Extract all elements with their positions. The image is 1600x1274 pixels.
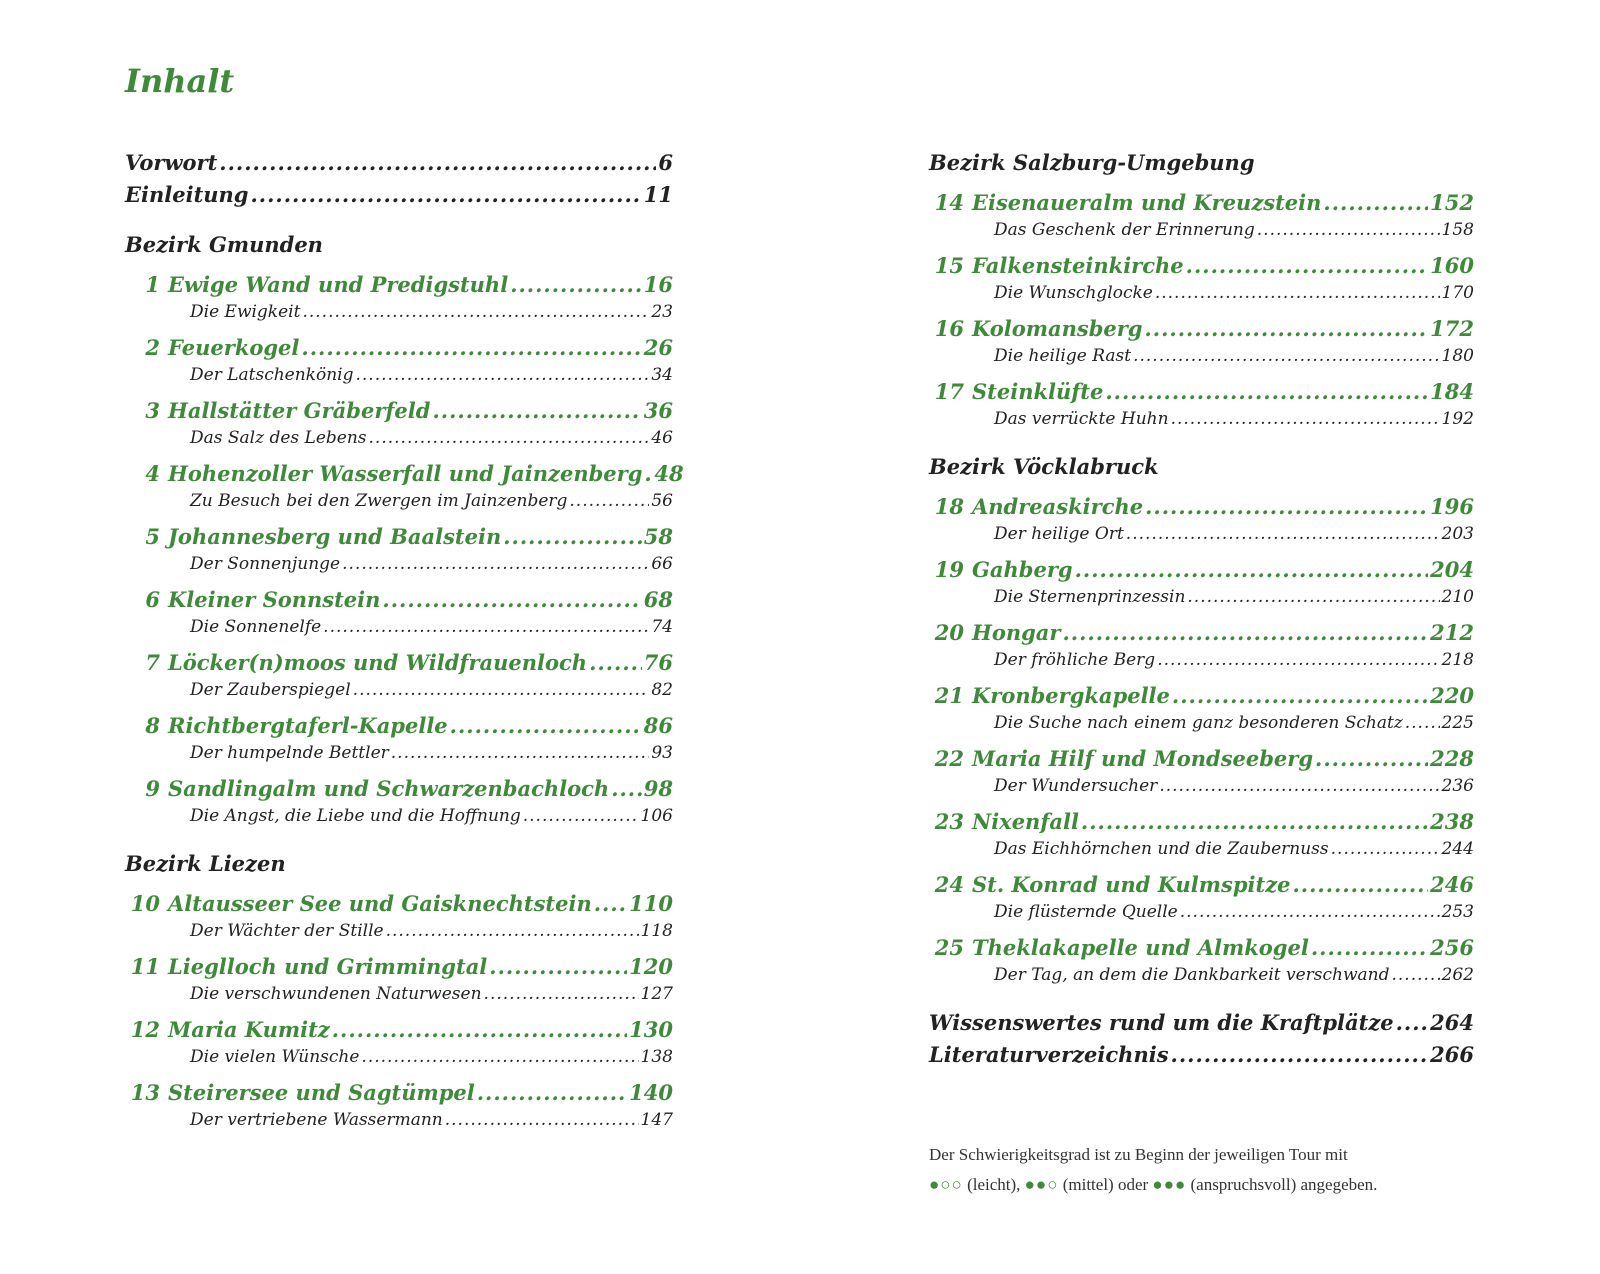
entry-title: Eisenaueralm und Kreuzstein	[972, 190, 1322, 215]
toc-entry[interactable]	[125, 272, 673, 302]
leader-dots	[1145, 494, 1428, 519]
toc-subentry[interactable]	[929, 283, 1474, 310]
subentry-page: 46	[651, 428, 673, 448]
leader-dots	[1155, 283, 1440, 303]
subentry-title: Die vielen Wünsche	[190, 1047, 360, 1067]
entry-page: 98	[643, 776, 673, 801]
leader-dots	[1392, 965, 1440, 985]
subentry-page: 34	[651, 365, 673, 385]
entry-page: 48	[654, 461, 684, 486]
difficulty-easy-label: (leicht),	[967, 1175, 1021, 1194]
leader-dots	[484, 984, 639, 1004]
leader-dots	[1126, 524, 1440, 544]
leader-dots	[1292, 872, 1428, 897]
entry-page: 120	[629, 954, 673, 979]
toc-subentry[interactable]	[929, 902, 1474, 929]
difficulty-hard-label: (anspruchsvoll) angegeben.	[1190, 1175, 1378, 1194]
subentry-title: Der Sonnenjunge	[190, 554, 341, 574]
leader-dots	[1257, 220, 1440, 240]
entry-number: 17	[934, 379, 964, 404]
subentry-page: 203	[1441, 524, 1474, 544]
entry-page: 220	[1430, 683, 1474, 708]
toc-entry[interactable]	[125, 776, 673, 806]
section-heading: Bezirk Salzburg-Umgebung	[929, 150, 1255, 175]
leader-dots	[432, 398, 641, 423]
entry-page: 76	[643, 650, 673, 675]
entry-number: 20	[934, 620, 964, 645]
subentry-page: 147	[640, 1110, 673, 1130]
toc-subentry[interactable]	[929, 713, 1474, 740]
toc-subentry[interactable]	[125, 365, 673, 392]
leader-dots	[1075, 557, 1429, 582]
entry-page: 238	[1430, 809, 1474, 834]
toc-entry[interactable]	[125, 891, 673, 921]
toc-entry[interactable]	[125, 713, 673, 743]
toc-subentry[interactable]	[929, 965, 1474, 992]
subentry-title: Der Wundersucher	[994, 776, 1158, 796]
subentry-page: 180	[1441, 346, 1474, 366]
subentry-title: Das Salz des Lebens	[190, 428, 367, 448]
entry-page: 152	[1430, 190, 1474, 215]
leader-dots	[1105, 379, 1428, 404]
subentry-page: 253	[1441, 902, 1474, 922]
leader-dots	[332, 1017, 627, 1042]
leader-dots	[369, 428, 650, 448]
entry-title: Lieglloch und Grimmingtal	[168, 954, 488, 979]
toc-entry[interactable]	[929, 494, 1474, 524]
entry-title: Hongar	[972, 620, 1061, 645]
toc-entry[interactable]	[929, 809, 1474, 839]
toc-entry[interactable]	[125, 398, 673, 428]
leader-dots	[386, 921, 639, 941]
entry-title: Maria Hilf und Mondseeberg	[972, 746, 1314, 771]
toc-entry[interactable]	[929, 557, 1474, 587]
toc-entry[interactable]	[929, 253, 1474, 283]
leader-dots	[1187, 587, 1439, 607]
leader-dots	[1159, 776, 1439, 796]
leader-dots	[1171, 409, 1440, 429]
toc-subentry[interactable]	[125, 554, 673, 581]
entry-number: 5	[145, 524, 160, 549]
toc-subentry[interactable]	[929, 839, 1474, 866]
subentry-page: 23	[651, 302, 673, 322]
leader-dots	[503, 524, 642, 549]
toc-entry[interactable]	[929, 316, 1474, 346]
toc-sections-left	[125, 232, 684, 1137]
difficulty-note-line1: Der Schwierigkeitsgrad ist zu Beginn der jeweiligen Tour mit	[929, 1145, 1348, 1164]
entry-number: 21	[934, 683, 964, 708]
subentry-title: Der Tag, an dem die Dankbarkeit verschwand	[994, 965, 1390, 985]
subentry-title: Die Suche nach einem ganz besonderen Schatz	[994, 713, 1403, 733]
subentry-title: Der Zauberspiegel	[190, 680, 351, 700]
toc-entry[interactable]	[929, 746, 1474, 776]
entry-page: 256	[1430, 935, 1474, 960]
entry-title: Sandlingalm und Schwarzenbachloch	[168, 776, 610, 801]
subentry-title: Der Wächter der Stille	[190, 921, 384, 941]
leader-dots	[1062, 620, 1428, 645]
entry-title: Nixenfall	[972, 809, 1079, 834]
entry-title: Ewige Wand und Predigstuhl	[168, 272, 509, 297]
toc-front-einleitung[interactable]: Einleitung ..... 11	[125, 182, 673, 214]
entry-title: Gahberg	[972, 557, 1073, 582]
entry-number: 22	[934, 746, 964, 771]
entry-page: 26	[643, 335, 673, 360]
toc-subentry[interactable]	[929, 346, 1474, 373]
subentry-title: Der vertriebene Wassermann	[190, 1110, 443, 1130]
section-heading: Bezirk Vöcklabruck	[929, 454, 1159, 479]
subentry-title: Der fröhliche Berg	[994, 650, 1156, 670]
leader-dots	[594, 891, 627, 916]
entry-page: 246	[1430, 872, 1474, 897]
toc-subentry[interactable]	[125, 302, 673, 329]
subentry-title: Das Geschenk der Erinnerung	[994, 220, 1255, 240]
difficulty-mid-label: (mittel) oder	[1062, 1175, 1149, 1194]
entry-title: Kronbergkapelle	[972, 683, 1170, 708]
subentry-page: 210	[1441, 587, 1474, 607]
entry-page: 204	[1430, 557, 1474, 582]
section-heading: Bezirk Gmunden	[125, 232, 323, 257]
leader-dots	[342, 554, 649, 574]
leader-dots	[361, 1047, 638, 1067]
leader-dots	[1323, 190, 1428, 215]
entry-title: Andreaskirche	[972, 494, 1144, 519]
toc-entry[interactable]	[125, 954, 673, 984]
entry-page: 184	[1430, 379, 1474, 404]
leader-dots	[391, 743, 650, 763]
entry-title: Steirersee und Sagtümpel	[168, 1080, 475, 1105]
leader-dots	[644, 461, 652, 486]
entry-number: 7	[145, 650, 160, 675]
toc-subentry[interactable]	[929, 220, 1474, 247]
subentry-title: Die Sonnenelfe	[190, 617, 322, 637]
leader-dots	[445, 1110, 639, 1130]
toc-back-literatur[interactable]: Literaturverzeichnis ..... 266	[929, 1042, 1474, 1074]
toc-subentry[interactable]	[125, 743, 673, 770]
toc-entry[interactable]	[125, 335, 673, 365]
toc-subentry[interactable]	[125, 491, 673, 518]
leader-dots	[1180, 902, 1440, 922]
toc-front-vorwort[interactable]: Vorwort ..... 6	[125, 150, 673, 182]
difficulty-easy-dots-icon: ●○○	[929, 1175, 963, 1194]
subentry-page: 56	[651, 491, 673, 511]
subentry-page: 262	[1441, 965, 1474, 985]
leader-dots	[477, 1080, 627, 1105]
entry-number: 23	[934, 809, 964, 834]
toc-subentry[interactable]	[125, 921, 673, 948]
entry-number: 18	[934, 494, 964, 519]
entry-number: 1	[145, 272, 160, 297]
subentry-page: 138	[640, 1047, 673, 1067]
leader-dots	[353, 680, 650, 700]
toc-entry[interactable]	[125, 1080, 673, 1110]
entry-number: 14	[934, 190, 964, 215]
toc-subentry[interactable]	[125, 428, 673, 455]
difficulty-mid-dots-icon: ●●○	[1024, 1175, 1059, 1194]
toc-subentry[interactable]	[125, 1110, 673, 1137]
subentry-title: Die verschwundenen Naturwesen	[190, 984, 482, 1004]
entry-title: Hallstätter Gräberfeld	[168, 398, 431, 423]
leader-dots	[302, 302, 649, 322]
toc-entry[interactable]	[125, 524, 673, 554]
subentry-page: 93	[651, 743, 673, 763]
entry-page: 172	[1430, 316, 1474, 341]
entry-number: 11	[130, 954, 160, 979]
toc-entry[interactable]	[929, 379, 1474, 409]
toc-subentry[interactable]	[125, 1047, 673, 1074]
toc-entry[interactable]	[929, 620, 1474, 650]
leader-dots	[301, 335, 641, 360]
leader-dots	[489, 954, 627, 979]
toc-subentry[interactable]	[929, 409, 1474, 436]
entry-number: 16	[934, 316, 964, 341]
leader-dots	[611, 776, 642, 801]
subentry-title: Der heilige Ort	[994, 524, 1124, 544]
difficulty-note	[929, 1140, 1489, 1200]
entry-title: Altausseer See und Gaisknechtstein	[168, 891, 592, 916]
entry-title: Steinklüfte	[972, 379, 1104, 404]
difficulty-note-line2	[929, 1170, 1489, 1200]
subentry-title: Die flüsternde Quelle	[994, 902, 1178, 922]
toc-sections-right	[929, 150, 1474, 992]
leader-dots	[1172, 683, 1428, 708]
leader-dots	[355, 365, 649, 385]
entry-page: 68	[643, 587, 673, 612]
subentry-title: Die Angst, die Liebe und die Hoffnung	[190, 806, 521, 826]
entry-page: 212	[1430, 620, 1474, 645]
subentry-title: Die Ewigkeit	[190, 302, 301, 322]
toc-entry[interactable]	[929, 190, 1474, 220]
leader-dots	[510, 272, 642, 297]
subentry-page: 66	[651, 554, 673, 574]
subentry-page: 118	[640, 921, 673, 941]
page-title: Inhalt	[125, 62, 235, 100]
toc-subentry[interactable]	[929, 776, 1474, 803]
entry-number: 19	[934, 557, 964, 582]
leader-dots	[323, 617, 649, 637]
subentry-page: 244	[1441, 839, 1474, 859]
toc-subentry[interactable]	[125, 984, 673, 1011]
leader-dots	[1145, 316, 1429, 341]
entry-page: 86	[643, 713, 673, 738]
leader-dots	[1311, 935, 1428, 960]
leader-dots	[523, 806, 639, 826]
entry-number: 4	[145, 461, 160, 486]
toc-subentry[interactable]	[125, 806, 673, 833]
toc-entry[interactable]	[125, 461, 684, 491]
leader-dots	[1133, 346, 1439, 366]
toc-entry[interactable]	[125, 1017, 673, 1047]
section-heading: Bezirk Liezen	[125, 851, 286, 876]
toc-entry[interactable]	[929, 935, 1474, 965]
leader-dots	[569, 491, 649, 511]
leader-dots	[382, 587, 641, 612]
toc-subentry[interactable]	[125, 617, 673, 644]
subentry-title: Die heilige Rast	[994, 346, 1132, 366]
leader-dots	[589, 650, 642, 675]
toc-right-column	[929, 150, 1474, 1074]
subentry-title: Die Wunschglocke	[994, 283, 1153, 303]
entry-number: 25	[934, 935, 964, 960]
toc-entry[interactable]	[125, 587, 673, 617]
subentry-page: 82	[651, 680, 673, 700]
entry-page: 58	[643, 524, 673, 549]
entry-title: Feuerkogel	[168, 335, 300, 360]
leader-dots	[1331, 839, 1440, 859]
subentry-page: 170	[1441, 283, 1474, 303]
subentry-page: 106	[640, 806, 673, 826]
leader-dots	[450, 713, 642, 738]
entry-page: 16	[643, 272, 673, 297]
subentry-page: 74	[651, 617, 673, 637]
entry-number: 15	[934, 253, 964, 278]
subentry-title: Zu Besuch bei den Zwergen im Jainzenberg	[190, 491, 568, 511]
toc-subentry[interactable]	[929, 587, 1474, 614]
entry-number: 3	[145, 398, 160, 423]
entry-title: Richtbergtaferl-Kapelle	[168, 713, 448, 738]
entry-number: 24	[934, 872, 964, 897]
subentry-title: Der Latschenkönig	[190, 365, 354, 385]
leader-dots	[1315, 746, 1428, 771]
toc-entry[interactable]	[125, 650, 673, 680]
subentry-page: 218	[1441, 650, 1474, 670]
toc-subentry[interactable]	[125, 680, 673, 707]
toc-left-column	[125, 150, 684, 1137]
subentry-page: 127	[640, 984, 673, 1004]
entry-page: 196	[1430, 494, 1474, 519]
entry-page: 160	[1430, 253, 1474, 278]
toc-entry[interactable]	[929, 872, 1474, 902]
subentry-page: 236	[1441, 776, 1474, 796]
entry-title: Kleiner Sonnstein	[168, 587, 381, 612]
subentry-page: 158	[1441, 220, 1474, 240]
toc-subentry[interactable]	[929, 524, 1474, 551]
entry-title: Maria Kumitz	[168, 1017, 330, 1042]
entry-title: Kolomansberg	[972, 316, 1143, 341]
subentry-page: 225	[1441, 713, 1474, 733]
leader-dots	[1081, 809, 1428, 834]
entry-page: 228	[1430, 746, 1474, 771]
entry-page: 140	[629, 1080, 673, 1105]
subentry-title: Der humpelnde Bettler	[190, 743, 389, 763]
entry-title: Falkensteinkirche	[972, 253, 1184, 278]
entry-number: 6	[145, 587, 160, 612]
entry-number: 13	[130, 1080, 160, 1105]
entry-number: 12	[130, 1017, 160, 1042]
entry-page: 110	[629, 891, 673, 916]
entry-number: 9	[145, 776, 160, 801]
toc-entry[interactable]	[929, 683, 1474, 713]
entry-number: 10	[130, 891, 160, 916]
entry-number: 2	[145, 335, 160, 360]
entry-title: Theklakapelle und Almkogel	[972, 935, 1309, 960]
entry-title: St. Konrad und Kulmspitze	[972, 872, 1291, 897]
toc-back-wissenswertes[interactable]: Wissenswertes rund um die Kraftplätze ..... 264	[929, 1010, 1474, 1042]
entry-title: Johannesberg und Baalstein	[168, 524, 502, 549]
entry-page: 36	[643, 398, 673, 423]
difficulty-hard-dots-icon: ●●●	[1152, 1175, 1187, 1194]
subentry-title: Die Sternenprinzessin	[994, 587, 1186, 607]
leader-dots	[1405, 713, 1440, 733]
entry-page: 130	[629, 1017, 673, 1042]
entry-title: Hohenzoller Wasserfall und Jainzenberg	[168, 461, 643, 486]
subentry-page: 192	[1441, 409, 1474, 429]
leader-dots	[1157, 650, 1439, 670]
entry-number: 8	[145, 713, 160, 738]
leader-dots	[1186, 253, 1428, 278]
subentry-title: Das verrückte Huhn	[994, 409, 1169, 429]
toc-subentry[interactable]	[929, 650, 1474, 677]
subentry-title: Das Eichhörnchen und die Zaubernuss	[994, 839, 1329, 859]
entry-title: Löcker(n)moos und Wildfrauenloch	[168, 650, 588, 675]
